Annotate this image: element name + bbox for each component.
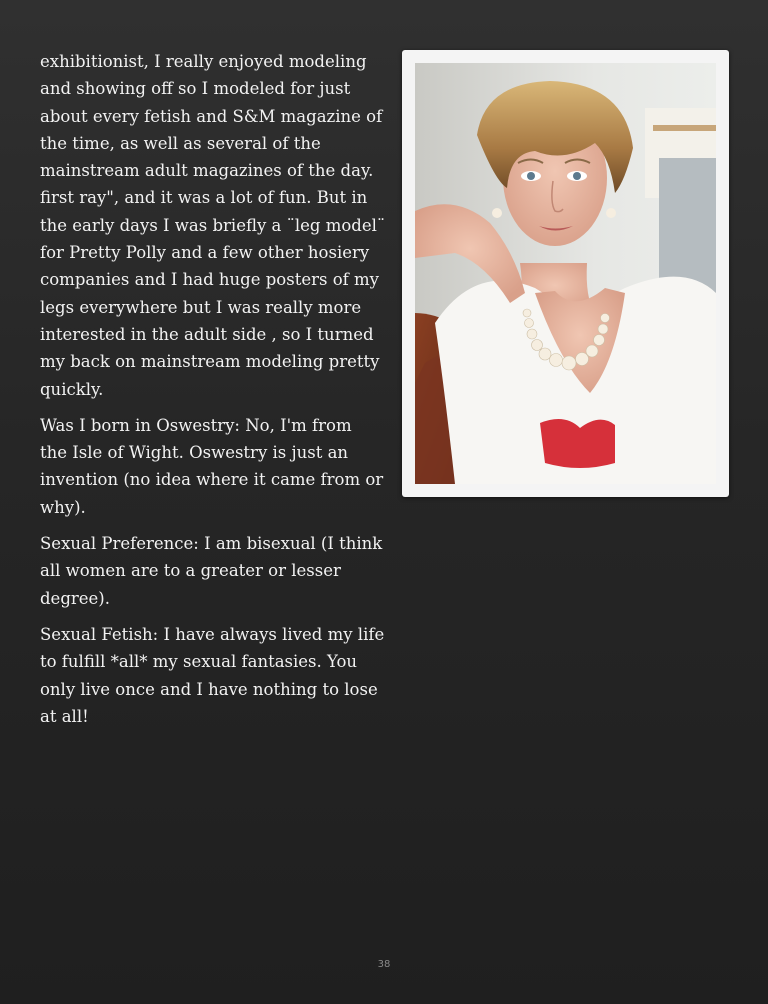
text-line: exhibitionist, I really enjoyed modeling [40,52,367,71]
paragraph-fetish [40,621,385,730]
text-line: to fulfill *all* my sexual fantasies. You [40,652,358,672]
text-line: interested in the adult side , so I turned [40,324,374,344]
paragraph-preference [40,530,383,612]
text-line: my back on mainstream modeling pretty [40,352,380,372]
text-line: the Isle of Wight. Oswestry is just an [40,443,349,463]
text-line: the early days I was briefly a ¨leg model¨ [40,215,386,235]
text-line: and showing off so I modeled for just [40,79,351,99]
text-line: first ray", and it was a lot of fun. But in [40,188,368,208]
text-line: Was I born in Oswestry: No, I'm from [40,415,352,435]
text-line: quickly. [40,379,104,399]
text-line: why). [40,497,86,517]
portrait-photo [415,63,716,484]
text-line: only live once and I have nothing to lose [40,679,378,699]
text-line: companies and I had huge posters of my [40,270,379,290]
paragraph-modeling [40,48,386,403]
text-line: invention (no idea where it came from or [40,470,384,490]
paragraph-birthplace [40,412,384,521]
page-number: 38 [377,959,391,970]
text-line: all women are to a greater or lesser [40,561,341,581]
text-line: Sexual Preference: I am bisexual (I think [40,534,383,554]
body-text [40,48,386,739]
text-line: degree). [40,588,110,608]
text-line: mainstream adult magazines of the day. [40,161,374,181]
text-line: about every fetish and S&M magazine of [40,106,383,126]
text-line: at all! [40,706,89,726]
photo-frame [402,50,729,497]
text-line: Sexual Fetish: I have always lived my life [40,624,385,644]
text-line: legs everywhere but I was really more [40,297,362,317]
text-line: for Pretty Polly and a few other hosiery [40,243,370,263]
text-line: the time, as well as several of the [40,133,321,153]
